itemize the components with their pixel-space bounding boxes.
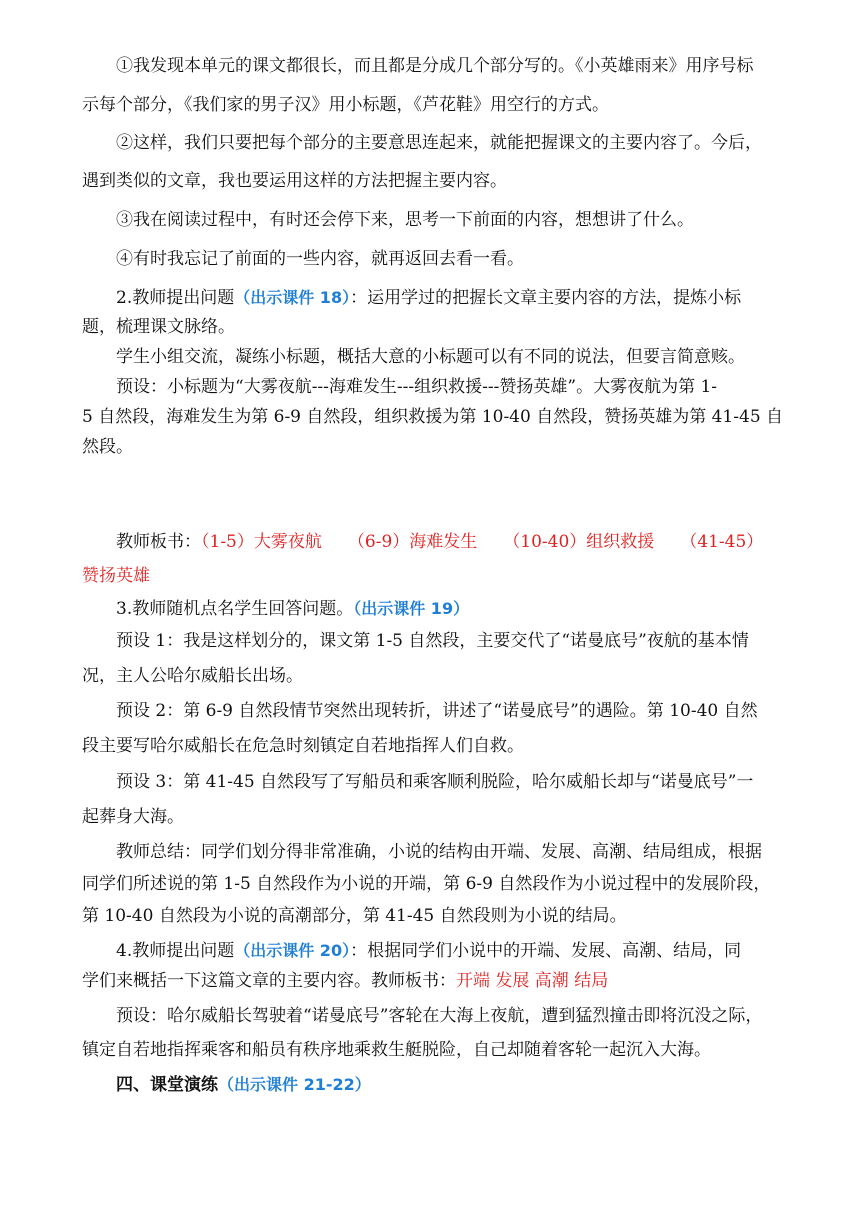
para-teacher-summary-cont: 同学们所述说的第 1-5 自然段作为小说的开端，第 6-9 自然段作为小说过程中的发展阶段， bbox=[82, 874, 771, 894]
para-observation-1-cont: 示每个部分，《我们家的男子汉》用小标题，《芦花鞋》用空行的方式。 bbox=[82, 95, 609, 115]
para-preset-2: 预设 2：第 6-9 自然段情节突然出现转折，讲述了“诺曼底号”的遇险。第 10-40 自然 bbox=[116, 701, 758, 721]
para-preset-3-cont: 起葬身大海。 bbox=[82, 807, 184, 827]
board-item-4-cont: 赞扬英雄 bbox=[82, 566, 150, 586]
board-writing-1 bbox=[116, 528, 782, 557]
para-preset-summary: 预设：哈尔威船长驾驶着“诺曼底号”客轮在大海上夜航，遭到猛烈撞击即将沉没之际， bbox=[116, 1006, 763, 1026]
question-4-text-cont: 学们来概括一下这篇文章的主要内容。教师板书： bbox=[82, 971, 456, 991]
question-3-text: 3.教师随机点名学生回答问题。 bbox=[116, 599, 354, 619]
para-observation-4: ④有时我忘记了前面的一些内容，就再返回去看一看。 bbox=[116, 249, 524, 269]
para-preset-summary-cont: 镇定自若地指挥乘客和船员有秩序地乘救生艇脱险，自己却随着客轮一起沉入大海。 bbox=[82, 1040, 711, 1060]
para-preset-1-cont: 况，主人公哈尔威船长出场。 bbox=[82, 666, 303, 686]
question-4-lead: 4.教师提出问题 bbox=[116, 941, 235, 961]
board-item-4: （41-45） bbox=[680, 532, 764, 552]
question-2-text: ：运用学过的把握长文章主要内容的方法，提炼小标 bbox=[350, 288, 742, 308]
section-heading-practice bbox=[116, 1070, 782, 1100]
para-preset-titles-cont: 5 自然段，海难发生为第 6-9 自然段，组织救援为第 10-40 自然段，赞扬英雄为第 41-45 自 bbox=[82, 407, 784, 427]
board-item-3: （10-40）组织救援 bbox=[503, 532, 655, 552]
board-writing-label: 教师板书： bbox=[116, 532, 201, 552]
slide-ref-18: （出示课件 18） bbox=[234, 288, 351, 307]
para-question-2 bbox=[116, 283, 782, 313]
para-observation-2-cont: 遇到类似的文章，我也要运用这样的方法把握主要内容。 bbox=[82, 171, 507, 191]
para-question-4-cont bbox=[82, 967, 782, 996]
slide-ref-21-22: （出示课件 21-22） bbox=[218, 1075, 371, 1094]
para-preset-titles-end: 然段。 bbox=[82, 437, 133, 457]
para-preset-3: 预设 3：第 41-45 自然段写了写船员和乘客顺利脱险，哈尔威船长却与“诺曼底号”一 bbox=[116, 772, 754, 792]
para-group-discussion: 学生小组交流，凝练小标题，概括大意的小标题可以有不同的说法，但要言简意赅。 bbox=[116, 347, 745, 367]
section-heading-text: 四、课堂演练 bbox=[116, 1075, 218, 1095]
para-preset-1: 预设 1：我是这样划分的，课文第 1-5 自然段，主要交代了“诺曼底号”夜航的基本情 bbox=[116, 631, 749, 651]
question-4-text: ：根据同学们小说中的开端、发展、高潮、结局，同 bbox=[350, 941, 742, 961]
para-preset-2-cont: 段主要写哈尔威船长在危急时刻镇定自若地指挥人们自救。 bbox=[82, 736, 524, 756]
para-observation-3: ③我在阅读过程中，有时还会停下来，思考一下前面的内容，想想讲了什么。 bbox=[116, 210, 694, 230]
slide-ref-19: （出示课件 19） bbox=[353, 599, 470, 618]
para-teacher-summary-end: 第 10-40 自然段为小说的高潮部分，第 41-45 自然段则为小说的结局。 bbox=[82, 906, 627, 926]
board-structure: 开端 发展 高潮 结局 bbox=[456, 971, 609, 991]
para-question-3 bbox=[116, 594, 782, 624]
question-2-lead: 2.教师提出问题 bbox=[116, 288, 235, 308]
para-observation-2: ②这样，我们只要把每个部分的主要意思连起来，就能把握课文的主要内容了。今后， bbox=[116, 133, 762, 153]
para-observation-1: ①我发现本单元的课文都很长，而且都是分成几个部分写的。《小英雄雨来》用序号标 bbox=[116, 56, 754, 76]
para-teacher-summary: 教师总结：同学们划分得非常准确，小说的结构由开端、发展、高潮、结局组成，根据 bbox=[116, 842, 762, 862]
slide-ref-20: （出示课件 20） bbox=[234, 941, 351, 960]
para-question-4 bbox=[116, 936, 782, 966]
para-preset-titles: 预设：小标题为“大雾夜航---海难发生---组织救援---赞扬英雄”。大雾夜航为第 1- bbox=[116, 377, 718, 397]
para-question-2-cont: 题，梳理课文脉络。 bbox=[82, 317, 235, 337]
board-item-2: （6-9）海难发生 bbox=[347, 532, 478, 552]
board-item-1: （1-5）大雾夜航 bbox=[201, 532, 322, 552]
